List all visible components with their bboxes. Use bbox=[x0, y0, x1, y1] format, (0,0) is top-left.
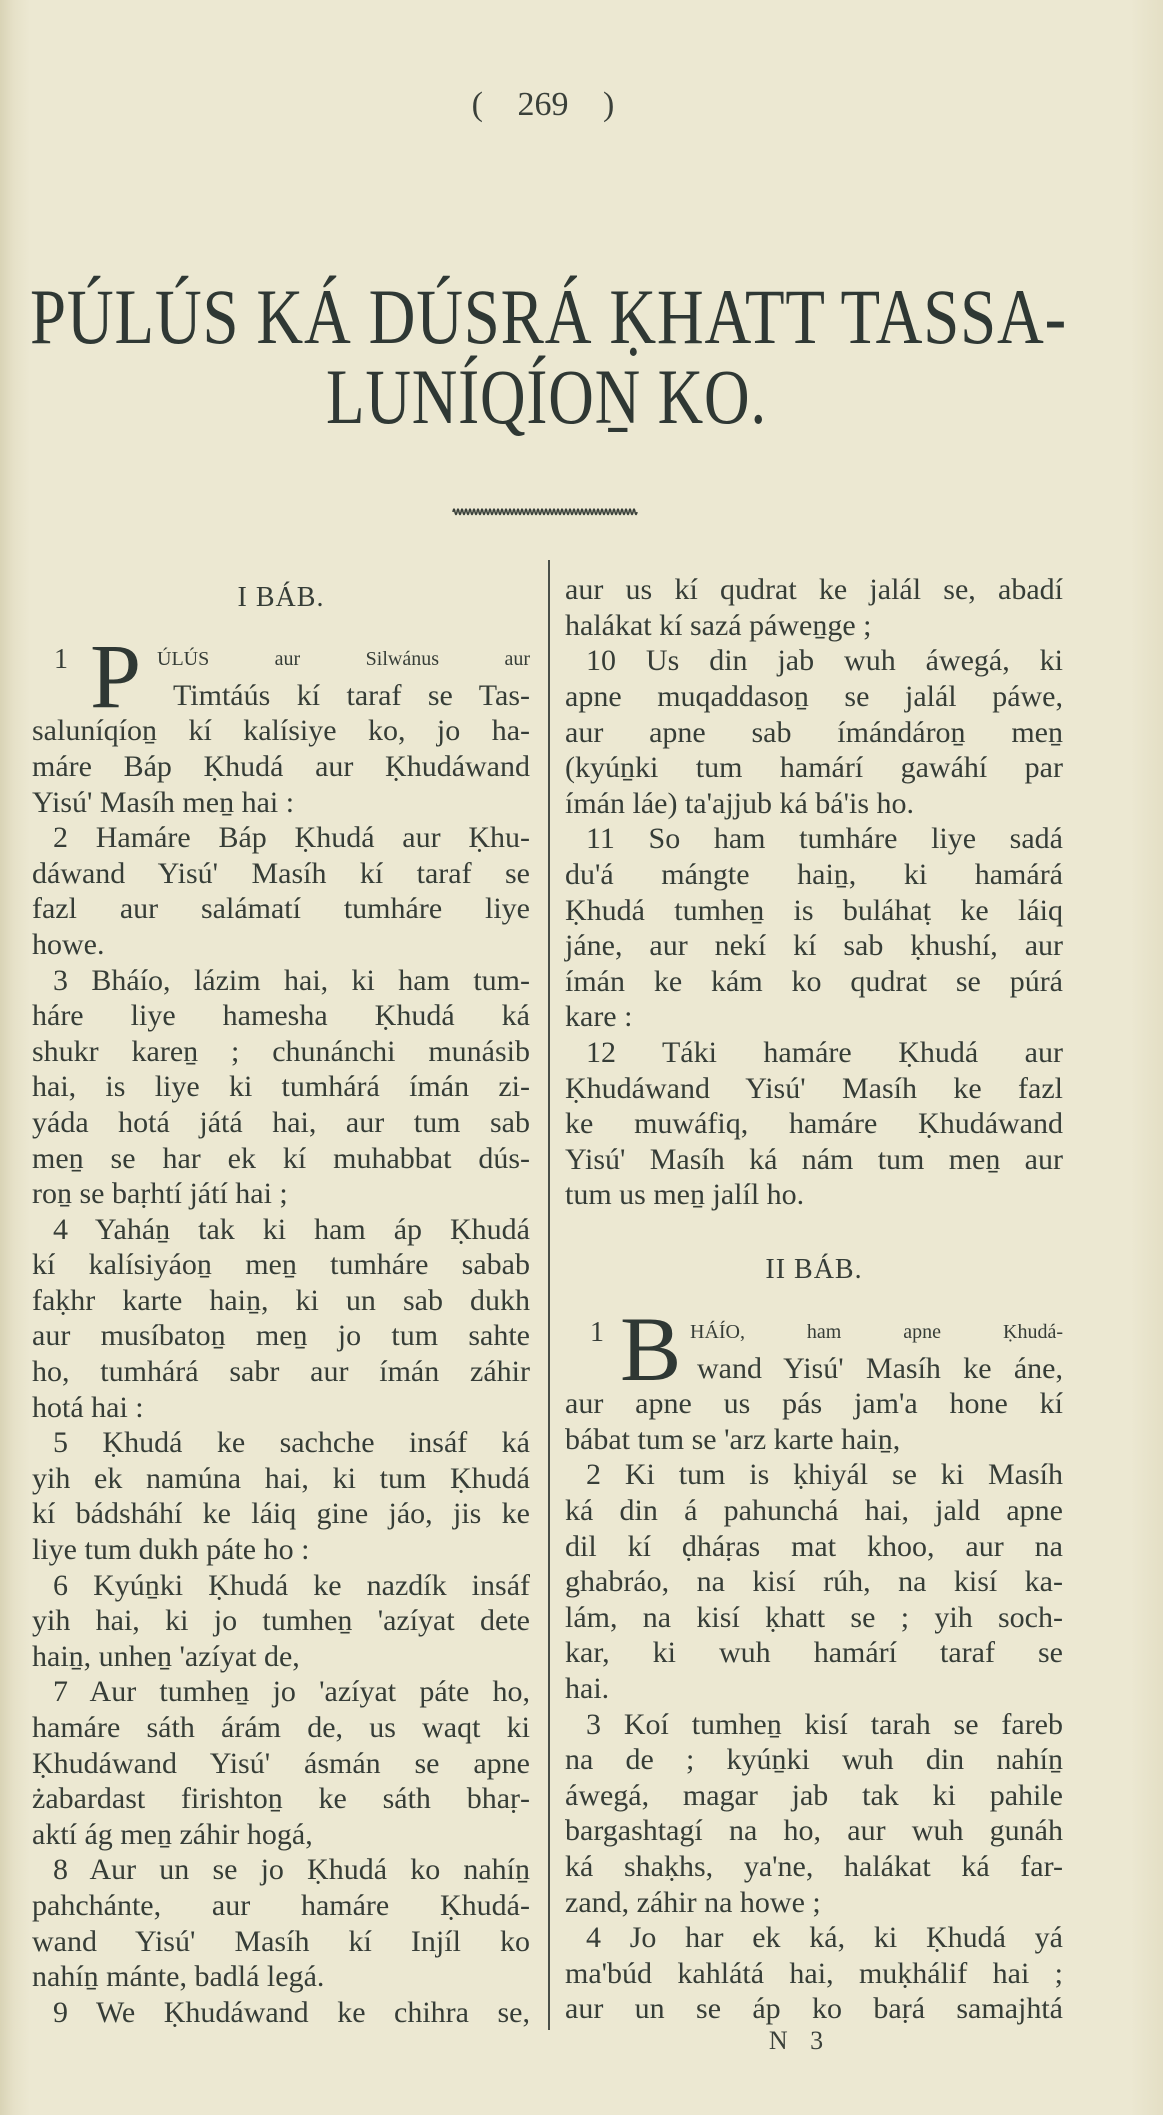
text-line: yih hai, ki jo tumheṉ 'azíyat dete bbox=[32, 1604, 530, 1638]
text-line: kar, ki wuh hamárí taraf se bbox=[565, 1636, 1063, 1670]
text-line: bargashtagí na ho, aur wuh gunáh bbox=[565, 1814, 1063, 1848]
text-line: ímán láe) ta'ajjub ká bá'is ho. bbox=[565, 786, 915, 820]
text-line: aktí ág meṉ záhir hogá, bbox=[32, 1817, 313, 1851]
text-line: saluníqíoṉ kí kalísiye ko, jo ha- bbox=[32, 714, 530, 748]
right-column bbox=[565, 572, 1063, 2027]
text-line: háre liye hamesha Ḳhudá ká bbox=[32, 999, 530, 1033]
text-line: aur us kí qudrat ke jalál se, abadí bbox=[565, 573, 1063, 607]
text-line: na de ; kyúṉki wuh din nahíṉ bbox=[565, 1743, 1063, 1777]
text-line: ghabráo, na kisí rúh, na kisí ka- bbox=[565, 1565, 1063, 1599]
text-line: dil kí ḍháṛas mat khoo, aur na bbox=[565, 1529, 1063, 1563]
verse-start-line: 3 Bháío, lázim hai, ki ham tum- bbox=[53, 963, 530, 997]
text-line: áwegá, magar jab tak ki pahile bbox=[565, 1778, 1063, 1812]
text-line: pahchánte, aur hamáre Ḳhudá- bbox=[32, 1888, 530, 1922]
text-line: ma'búd kahlátá hai, muḳhálif hai ; bbox=[565, 1956, 1063, 1990]
text-line: ká din á pahunchá hai, jald apne bbox=[565, 1494, 1063, 1528]
text-line: lám, na kisí ḳhatt se ; yih soch- bbox=[565, 1600, 1063, 1634]
text-line: żabardast firishtoṉ ke sáth bhaṛ- bbox=[32, 1782, 530, 1816]
chapter-title-line-2: LUNÍQÍOṈ KO. bbox=[326, 353, 767, 440]
text-line: fazl aur salámatí tumháre liye bbox=[32, 892, 530, 926]
text-line: aur apne sab ímándároṉ meṉ bbox=[565, 715, 1063, 749]
text-line: jáne, aur nekí kí sab ḳhushí, aur bbox=[565, 929, 1063, 963]
chapter-title-line-1: PÚLÚS KÁ DÚSRÁ ḲHATT TASSA- bbox=[30, 273, 1067, 360]
text-line: du'á mángte haiṉ, ki hamárá bbox=[565, 857, 1063, 891]
page-number: ( 269 ) bbox=[471, 86, 615, 123]
text-line: kí bádsháhí ke láiq gine jáo, jis ke bbox=[32, 1497, 530, 1531]
verse-start-line: 10 Us din jab wuh áwegá, ki bbox=[586, 644, 1063, 678]
text-line: Timtáús kí taraf se Tas- bbox=[173, 678, 530, 712]
printer-signature-mark: N 3 bbox=[768, 2026, 832, 2055]
left-column bbox=[32, 580, 530, 2030]
text-line: wand Yisú' Masíh ke áne, bbox=[697, 1351, 1063, 1385]
drop-cap: B bbox=[620, 1298, 682, 1401]
verse-start-line: 4 Yaháṉ tak ki ham áp Ḳhudá bbox=[53, 1212, 530, 1246]
text-line: Yisú' Masíh meṉ hai : bbox=[32, 785, 295, 819]
verse-start-line: 9 We Ḳhudáwand ke chihra se, bbox=[53, 1995, 530, 2029]
verse-start-line: 8 Aur un se jo Ḳhudá ko nahíṉ bbox=[53, 1853, 530, 1887]
text-line: Ḳhudáwand Yisú' Masíh ke fazl bbox=[565, 1071, 1063, 1105]
text-line: yáda hotá játá hai, aur tum sab bbox=[32, 1105, 530, 1139]
text-line: haiṉ, unheṉ 'azíyat de, bbox=[32, 1639, 300, 1673]
text-line: ká shaḳhs, ya'ne, halákat ká far- bbox=[565, 1849, 1063, 1883]
text-line: ímán ke kám ko qudrat se púrá bbox=[565, 964, 1063, 998]
text-line: hotá hai : bbox=[32, 1390, 144, 1424]
verse-start-line: 11 So ham tumháre liye sadá bbox=[586, 822, 1063, 856]
verse-start-line: 2 Hamáre Báp Ḳhudá aur Ḳhu- bbox=[53, 821, 530, 855]
text-line: ho, tumhárá sabr aur ímán záhir bbox=[32, 1355, 530, 1389]
drop-cap: P bbox=[90, 625, 142, 728]
text-line: Ḳhudá tumheṉ is buláhaṭ ke láiq bbox=[565, 893, 1063, 927]
verse-start-line: 6 Kyúṉki Ḳhudá ke nazdík insáf bbox=[53, 1568, 530, 1602]
text-line: máre Báp Ḳhudá aur Ḳhudáwand bbox=[32, 749, 530, 783]
text-line: kare : bbox=[565, 1000, 633, 1034]
text-line: ke muwáfiq, hamáre Ḳhudáwand bbox=[565, 1107, 1063, 1141]
text-line: (kyúṉki tum hamárí gawáhí par bbox=[565, 751, 1063, 785]
text-line: aur un se áp ko baṛá samajhtá bbox=[565, 1992, 1063, 2026]
chapter-heading: I BÁB. bbox=[237, 582, 325, 614]
line-text: ÚLÚS aur Silwánus aur bbox=[157, 648, 530, 671]
column-divider bbox=[548, 560, 550, 2030]
text-line: aur apne us pás jam'a hone kí bbox=[565, 1387, 1063, 1421]
verse-start-line: 4 Jo har ek ká, ki Ḳhudá yá bbox=[586, 1921, 1063, 1955]
text-line: apne muqaddasoṉ se jalál páwe, bbox=[565, 679, 1063, 713]
verse-start-line: 3 Koí tumheṉ kisí tarah se fareb bbox=[586, 1707, 1063, 1741]
verse-start-line: 7 Aur tumheṉ jo 'azíyat páte ho, bbox=[53, 1675, 530, 1709]
text-line: halákat kí sazá páweṉge ; bbox=[565, 608, 872, 642]
text-line: wand Yisú' Masíh kí Injíl ko bbox=[32, 1924, 530, 1958]
text-line: hai. bbox=[565, 1672, 610, 1705]
verse-start-line: 2 Ki tum is ḳhiyál se ki Masíh bbox=[586, 1458, 1063, 1492]
line-text: HÁÍO, ham apne Ḳhudá- bbox=[690, 1321, 1063, 1344]
chapter-heading: II BÁB. bbox=[765, 1254, 863, 1286]
text-line: nahíṉ mánte, badlá legá. bbox=[32, 1960, 325, 1994]
text-line: aur musíbatoṉ meṉ jo tum sahte bbox=[32, 1319, 530, 1353]
text-line: zand, záhir na howe ; bbox=[565, 1885, 821, 1919]
text-line: Ḳhudáwand Yisú' ásmán se apne bbox=[32, 1746, 530, 1780]
text-line: hai, is liye ki tumhárá ímán zi- bbox=[32, 1070, 530, 1104]
text-line: roṉ se baṛhtí játí hai ; bbox=[32, 1177, 288, 1211]
wavy-ornament-divider bbox=[452, 504, 638, 518]
text-line: hamáre sáth árám de, us waqt ki bbox=[32, 1711, 530, 1744]
text-line: tum us meṉ jalíl ho. bbox=[565, 1178, 805, 1212]
text-line: howe. bbox=[32, 927, 105, 961]
verse-start-line: 12 Táki hamáre Ḳhudá aur bbox=[586, 1035, 1063, 1069]
verse-number: 1 bbox=[54, 644, 68, 676]
text-line: dáwand Yisú' Masíh kí taraf se bbox=[32, 856, 530, 890]
text-line: Yisú' Masíh ká nám tum meṉ aur bbox=[565, 1142, 1063, 1176]
verse-start-line: 5 Ḳhudá ke sachche insáf ká bbox=[53, 1426, 530, 1460]
verse-number: 1 bbox=[590, 1317, 604, 1349]
text-line: shukr kareṉ ; chunánchi munásib bbox=[32, 1034, 530, 1068]
text-line: meṉ se har ek kí muhabbat dús- bbox=[32, 1141, 530, 1175]
text-line: yih ek namúna hai, ki tum Ḳhudá bbox=[32, 1461, 530, 1495]
text-line: faḳhr karte haiṉ, ki un sab dukh bbox=[32, 1283, 530, 1317]
text-line: kí kalísiyáoṉ meṉ tumháre sabab bbox=[32, 1248, 530, 1282]
text-line: liye tum dukh páte ho : bbox=[32, 1533, 310, 1567]
text-line: bábat tum se 'arz karte haiṉ, bbox=[565, 1422, 901, 1456]
